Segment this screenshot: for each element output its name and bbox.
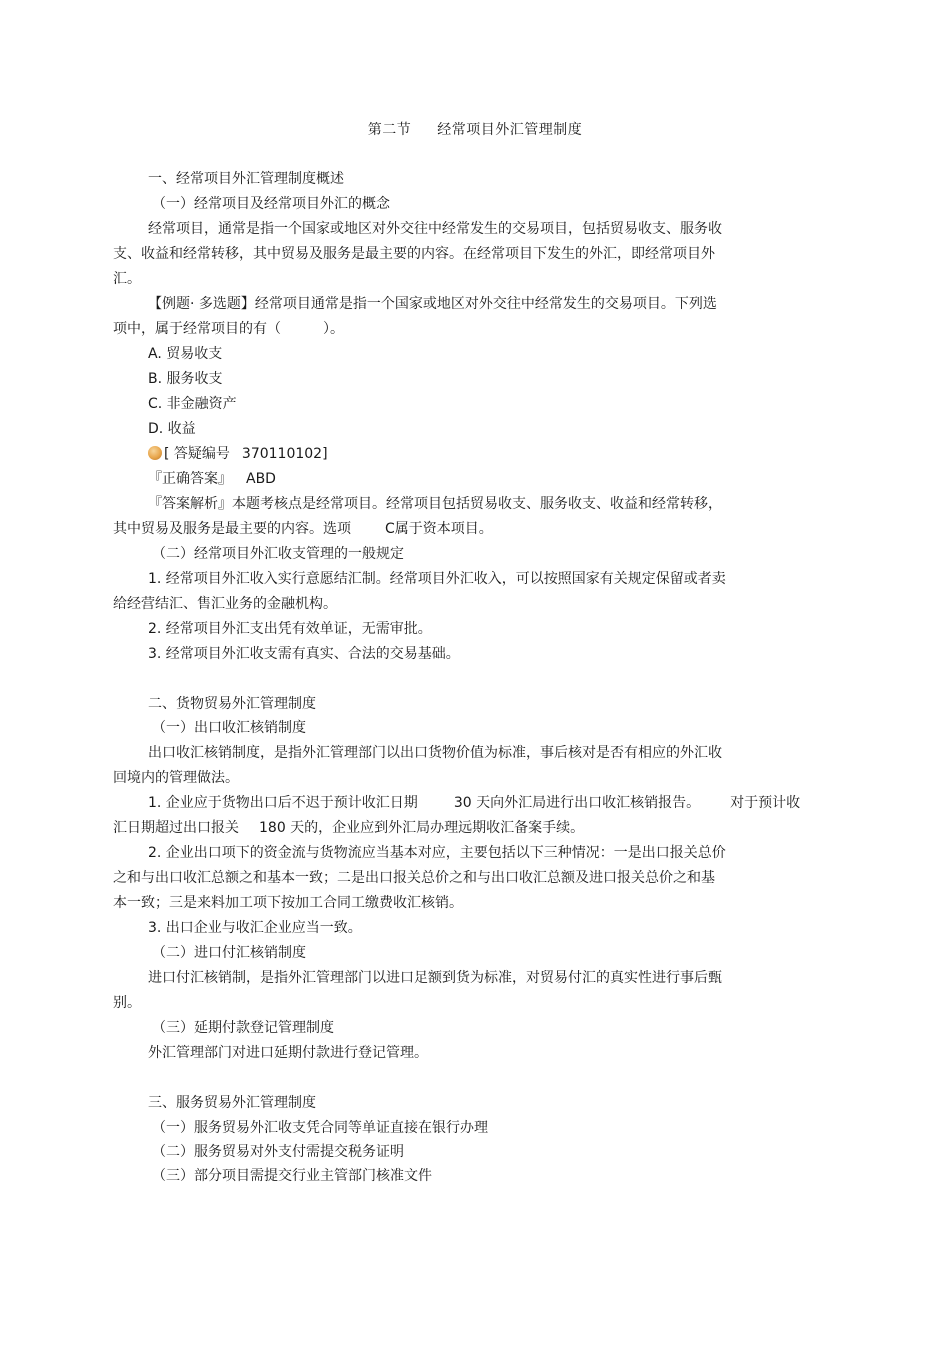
- paragraph-line: 汇。: [113, 271, 141, 287]
- subheading: （一）经常项目及经常项目外汇的概念: [152, 196, 390, 212]
- correct-answer-value: ABD: [246, 471, 276, 487]
- paragraph-line: 2. 企业出口项下的资金流与货物流应当基本对应，主要包括以下三种情况：一是出口报关总价: [148, 845, 726, 861]
- subheading: （二）经常项目外汇收支管理的一般规定: [152, 546, 404, 562]
- heading-1: 一、经常项目外汇管理制度概述: [148, 171, 344, 187]
- subheading: （一）服务贸易外汇收支凭合同等单证直接在银行办理: [152, 1120, 488, 1136]
- paragraph-line: 别。: [113, 995, 141, 1011]
- paragraph-line: 外汇管理部门对进口延期付款进行登记管理。: [148, 1045, 428, 1061]
- paragraph-line: 1. 经常项目外汇收入实行意愿结汇制。经常项目外汇收入，可以按照国家有关规定保留或者卖: [148, 571, 726, 587]
- section-name: 经常项目外汇管理制度: [437, 122, 583, 138]
- paragraph-line: 经常项目，通常是指一个国家或地区对外交往中经常发生的交易项目，包括贸易收支、服务收: [148, 221, 722, 237]
- section-title: [0, 119, 950, 139]
- subheading: （二）进口付汇核销制度: [152, 945, 306, 961]
- option-b: B. 服务收支: [148, 371, 223, 387]
- answer-explanation: 『答案解析』本题考核点是经常项目。经常项目包括贸易收支、服务收支、收益和经常转移，: [148, 496, 722, 512]
- paragraph-line: 出口收汇核销制度，是指外汇管理部门以出口货物价值为标准，事后核对是否有相应的外汇收: [148, 745, 722, 761]
- subheading: （二）服务贸易对外支付需提交税务证明: [152, 1144, 404, 1160]
- question-id-label: [ 答疑编号: [164, 446, 230, 462]
- subheading: （三）延期付款登记管理制度: [152, 1020, 334, 1036]
- heading-2: 二、货物贸易外汇管理制度: [148, 696, 316, 712]
- subheading: （一）出口收汇核销制度: [152, 720, 306, 736]
- option-a: A. 贸易收支: [148, 346, 223, 362]
- paragraph-line: 3. 出口企业与收汇企业应当一致。: [148, 920, 362, 936]
- subheading: （三）部分项目需提交行业主管部门核准文件: [152, 1168, 432, 1184]
- paragraph-line: 给经营结汇、售汇业务的金融机构。: [113, 596, 337, 612]
- correct-answer-label: 『正确答案』: [148, 471, 232, 487]
- correct-answer: [148, 469, 276, 489]
- paragraph-line: 回境内的管理做法。: [113, 770, 239, 786]
- paragraph-line: 本一致；三是来料加工项下按加工合同工缴费收汇核销。: [113, 895, 463, 911]
- paragraph-line: 3. 经常项目外汇收支需有真实、合法的交易基础。: [148, 646, 460, 662]
- paragraph-line: 汇日期超过出口报关 180 天的，企业应到外汇局办理远期收汇备案手续。: [113, 820, 585, 836]
- answer-explanation: 其中贸易及服务是最主要的内容。选项 C属于资本项目。: [113, 521, 493, 537]
- paragraph-line: 2. 经常项目外汇支出凭有效单证，无需审批。: [148, 621, 432, 637]
- option-d: D. 收益: [148, 421, 196, 437]
- example-question: 项中，属于经常项目的有（ ）。: [113, 321, 344, 337]
- question-id: [148, 444, 328, 464]
- section-number: 第二节: [367, 122, 412, 138]
- example-question: 【例题· 多选题】经常项目通常是指一个国家或地区对外交往中经常发生的交易项目。下列选: [148, 296, 717, 312]
- option-c: C. 非金融资产: [148, 396, 237, 412]
- question-id-value: 370110102]: [241, 446, 328, 462]
- paragraph-line: 之和与出口收汇总额之和基本一致；二是出口报关总价之和与出口收汇总额及进口报关总价之和基: [113, 870, 715, 886]
- paragraph-line: 1. 企业应于货物出口后不迟于预计收汇日期 30 天向外汇局进行出口收汇核销报告。 对于预计收: [148, 795, 801, 811]
- paragraph-line: 支、收益和经常转移，其中贸易及服务是最主要的内容。在经常项目下发生的外汇，即经常项目外: [113, 246, 715, 262]
- heading-3: 三、服务贸易外汇管理制度: [148, 1095, 316, 1111]
- question-bubble-icon: [148, 446, 162, 460]
- paragraph-line: 进口付汇核销制，是指外汇管理部门以进口足额到货为标准，对贸易付汇的真实性进行事后甄: [148, 970, 722, 986]
